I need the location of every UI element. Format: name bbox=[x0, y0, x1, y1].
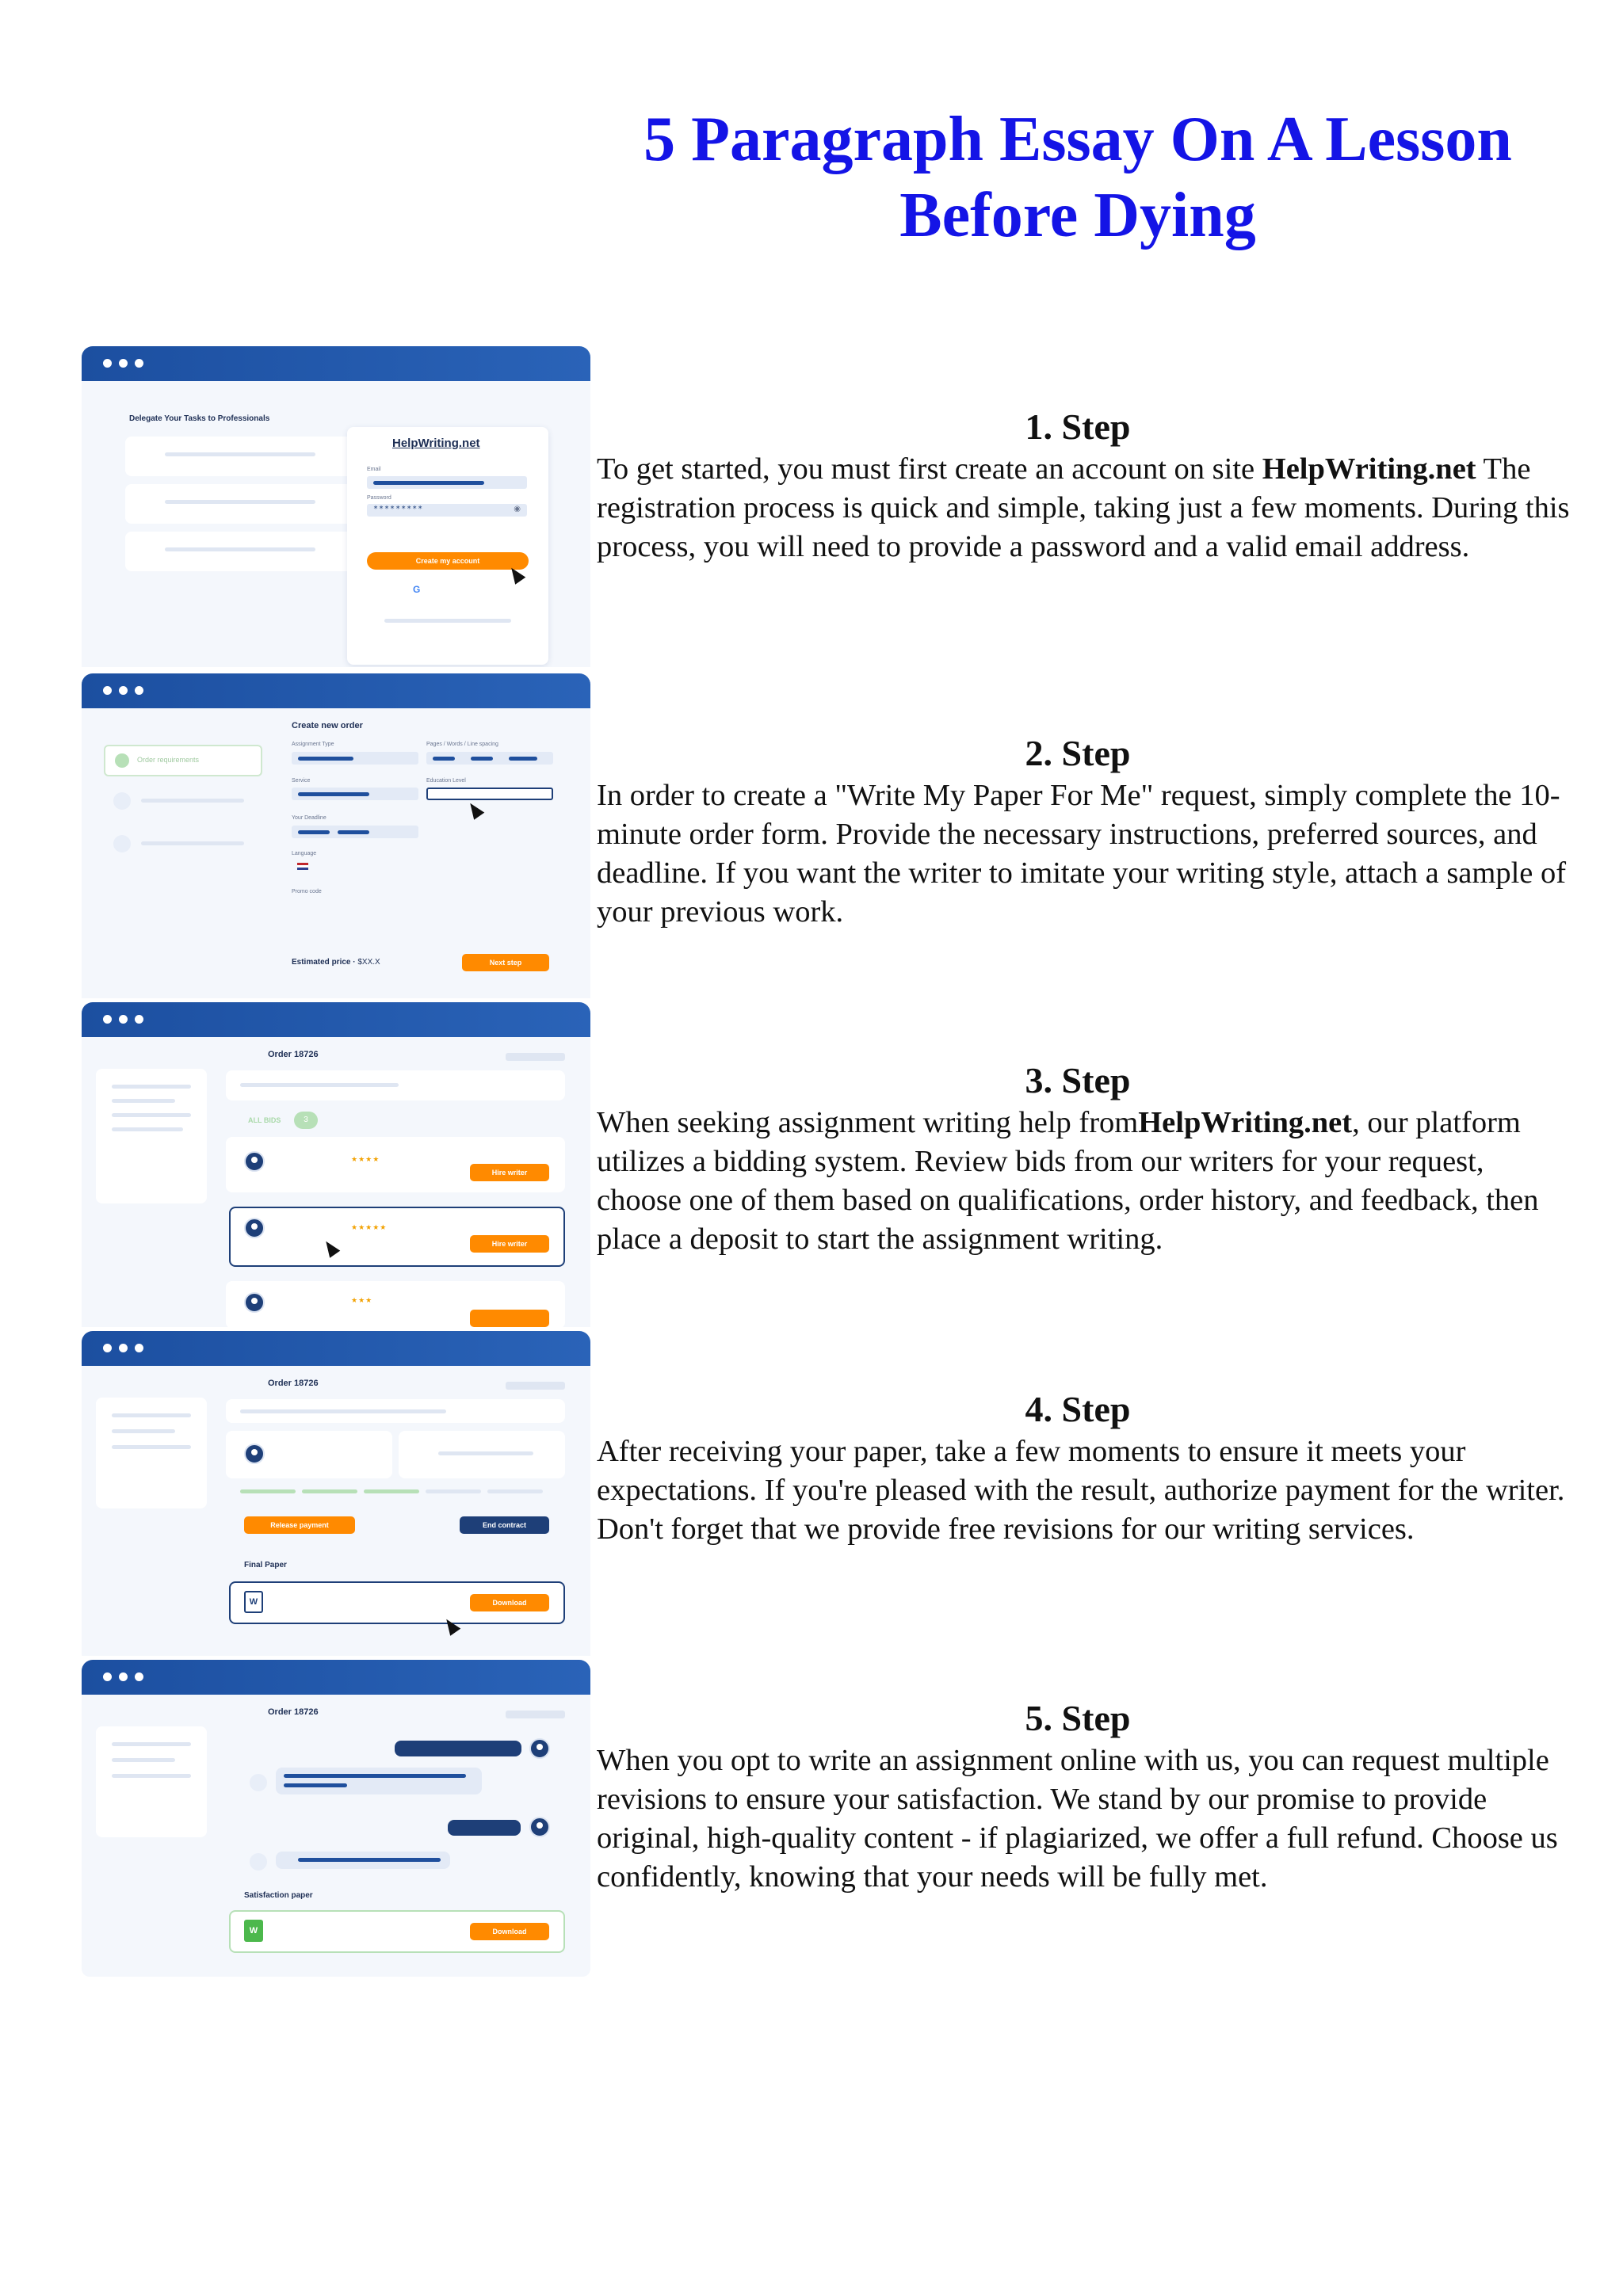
screenshot-step-4 bbox=[82, 1331, 590, 1656]
password-label: Password bbox=[367, 495, 391, 501]
sidebar-item-label: Order requirements bbox=[137, 756, 200, 764]
window-bar bbox=[82, 1331, 590, 1366]
window-dot bbox=[103, 686, 112, 695]
window-dot bbox=[103, 1344, 112, 1352]
step-5-text: When you opt to write an assignment online with us, you can request multiple revisions to ensure your satisfaction. We stand by our promise to provide original, high-quality content - if plagiarized, we offer a full refund. Choose us confidently, knowing that your needs will be fully met. bbox=[597, 1744, 1558, 1894]
order-number: Order 18726 bbox=[268, 1707, 319, 1717]
password-input[interactable] bbox=[367, 504, 527, 517]
document-icon: W bbox=[244, 1920, 263, 1942]
assignment-type-input[interactable] bbox=[292, 752, 418, 765]
service-input[interactable] bbox=[292, 788, 418, 800]
eye-icon[interactable]: ◉ bbox=[514, 505, 521, 513]
chat-bubble bbox=[395, 1741, 521, 1756]
window-dot bbox=[119, 1344, 128, 1352]
window-dot bbox=[119, 359, 128, 368]
create-account-button[interactable]: Create my account bbox=[367, 552, 529, 570]
flag-icon bbox=[297, 863, 308, 870]
step-1-text: To get started, you must first create an account on site HelpWriting.net The registration process is quick and simple, taking just a few moments. During this process, you will need to provide a password and a valid email address. bbox=[597, 452, 1570, 563]
window-dot bbox=[103, 1015, 112, 1024]
delegate-heading: Delegate Your Tasks to Professionals bbox=[129, 414, 270, 423]
download-button[interactable]: Download bbox=[470, 1923, 549, 1940]
field-label: Language bbox=[292, 851, 317, 856]
sidebar-item-order-requirements[interactable] bbox=[104, 745, 262, 776]
screenshot-step-1 bbox=[82, 346, 590, 667]
next-step-button[interactable]: Next step bbox=[462, 954, 549, 971]
document-icon: W bbox=[244, 1591, 263, 1613]
pages-input[interactable] bbox=[426, 752, 553, 765]
window-dot bbox=[135, 1672, 143, 1681]
writer-avatar bbox=[529, 1817, 550, 1837]
download-button[interactable]: Download bbox=[470, 1594, 549, 1611]
estimated-price: Estimated price · $XX.X bbox=[292, 958, 380, 967]
step-3-text: When seeking assignment writing help fromHelpWriting.net, our platform utilizes a bidding system. Review bids from our writers for your request, choose one of them based on qualifications, order history, and feedback, then place a deposit to start the assignment writing. bbox=[597, 1106, 1539, 1256]
window-dot bbox=[119, 1015, 128, 1024]
field-label: Assignment Type bbox=[292, 742, 334, 747]
field-label: Pages / Words / Line spacing bbox=[426, 742, 498, 747]
writer-avatar bbox=[529, 1738, 550, 1759]
field-label: Promo code bbox=[292, 889, 322, 894]
final-paper-label: Final Paper bbox=[244, 1561, 287, 1569]
field-label: Education Level bbox=[426, 778, 466, 784]
chat-bubble bbox=[276, 1852, 450, 1869]
cursor-icon bbox=[465, 799, 485, 820]
step-2-text: In order to create a "Write My Paper For Me" request, simply complete the 10-minute order form. Provide the necessary instructions, preferred sources, and deadline. If you want the writer to imitate your writing style, attach a sample of your previous work. bbox=[597, 779, 1567, 929]
window-dot bbox=[103, 1672, 112, 1681]
email-input[interactable] bbox=[367, 476, 527, 489]
step-2-heading: 2. Step bbox=[1025, 733, 1131, 773]
chat-bubble bbox=[448, 1820, 521, 1836]
satisfaction-paper-label: Satisfaction paper bbox=[244, 1891, 313, 1900]
order-number: Order 18726 bbox=[268, 1050, 319, 1059]
step-3-heading: 3. Step bbox=[1025, 1060, 1131, 1100]
window-dot bbox=[135, 1344, 143, 1352]
end-contract-button[interactable]: End contract bbox=[460, 1516, 549, 1534]
window-dot bbox=[119, 686, 128, 695]
all-bids-label: ALL BIDS bbox=[248, 1116, 281, 1124]
rating-stars: ★★★★ bbox=[351, 1156, 380, 1164]
price-value: $XX.X bbox=[357, 958, 380, 967]
education-level-input[interactable] bbox=[426, 788, 553, 800]
step-4-heading: 4. Step bbox=[1025, 1389, 1131, 1429]
page-title: 5 Paragraph Essay On A Lesson Before Dying bbox=[643, 105, 1512, 250]
deadline-input[interactable] bbox=[292, 826, 418, 838]
order-number: Order 18726 bbox=[268, 1379, 319, 1388]
writer-avatar bbox=[244, 1444, 265, 1464]
screenshot-step-2 bbox=[82, 673, 590, 998]
writer-avatar bbox=[244, 1218, 265, 1238]
step-1-heading: 1. Step bbox=[1025, 406, 1131, 447]
check-icon bbox=[115, 753, 129, 768]
rating-stars: ★★★★★ bbox=[351, 1224, 388, 1232]
chat-bubble bbox=[276, 1768, 482, 1794]
window-bar bbox=[82, 1660, 590, 1695]
brand-link[interactable]: HelpWriting.net bbox=[1262, 452, 1476, 486]
field-label: Your Deadline bbox=[292, 815, 327, 821]
window-bar bbox=[82, 346, 590, 381]
brand-logo: HelpWriting.net bbox=[392, 437, 480, 450]
google-icon[interactable]: G bbox=[413, 584, 421, 595]
window-dot bbox=[135, 1015, 143, 1024]
screenshot-step-5 bbox=[82, 1660, 590, 1977]
rating-stars: ★★★ bbox=[351, 1297, 373, 1305]
email-label: Email bbox=[367, 467, 381, 472]
release-payment-button[interactable]: Release payment bbox=[244, 1516, 355, 1534]
field-label: Service bbox=[292, 778, 311, 784]
form-heading: Create new order bbox=[292, 721, 363, 730]
window-dot bbox=[135, 359, 143, 368]
bid-count-badge: 3 bbox=[294, 1112, 318, 1129]
writer-avatar bbox=[244, 1151, 265, 1172]
hire-writer-button[interactable]: Hire writer bbox=[470, 1235, 549, 1253]
window-dot bbox=[119, 1672, 128, 1681]
screenshot-step-3 bbox=[82, 1002, 590, 1327]
hire-writer-button[interactable] bbox=[470, 1310, 549, 1327]
window-bar bbox=[82, 1002, 590, 1037]
window-dot bbox=[103, 359, 112, 368]
signup-form bbox=[347, 427, 548, 665]
window-bar bbox=[82, 673, 590, 708]
step-5-heading: 5. Step bbox=[1025, 1698, 1131, 1738]
window-dot bbox=[135, 686, 143, 695]
password-value: ********* bbox=[373, 505, 424, 513]
writer-avatar bbox=[244, 1292, 265, 1313]
brand-link[interactable]: HelpWriting.net bbox=[1138, 1106, 1353, 1139]
step-4-text: After receiving your paper, take a few moments to ensure it meets your expectations. If you're pleased with the result, authorize payment for the writer. Don't forget that we provide free revisions for our writing services. bbox=[597, 1435, 1565, 1546]
hire-writer-button[interactable]: Hire writer bbox=[470, 1164, 549, 1181]
